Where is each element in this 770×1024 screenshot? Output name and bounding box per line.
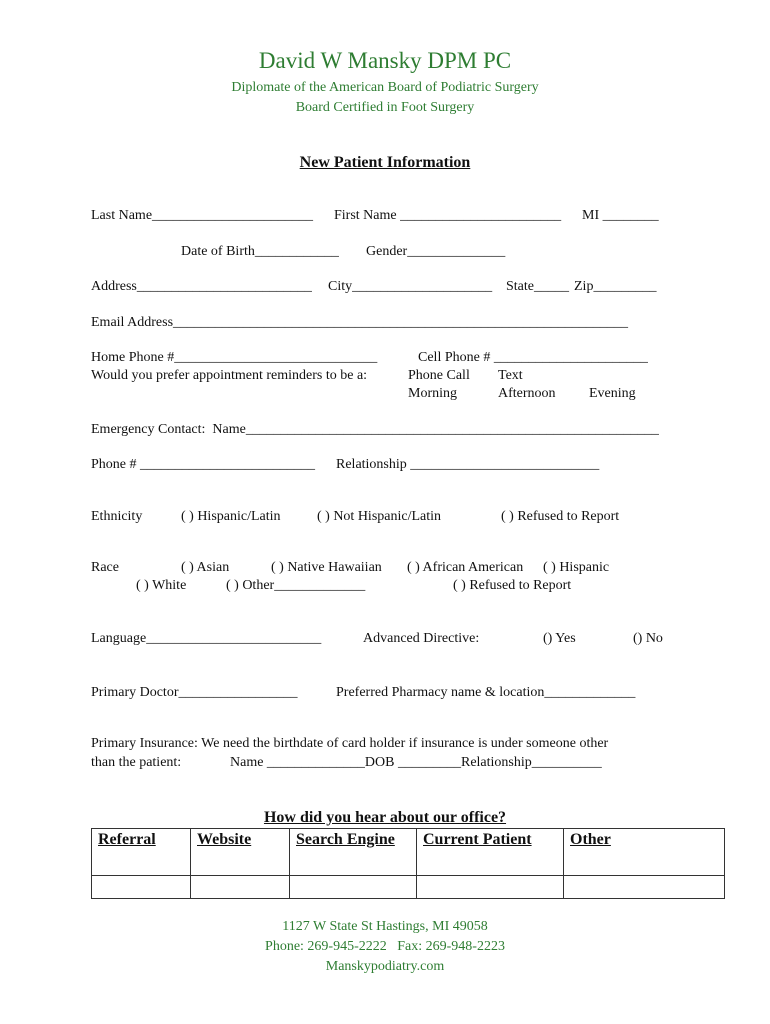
other-column-header: Other bbox=[564, 829, 725, 876]
gender-field[interactable]: Gender______________ bbox=[366, 244, 506, 259]
reminder-text-option[interactable]: Text bbox=[498, 368, 523, 383]
race-hispanic-option[interactable]: ( ) Hispanic bbox=[543, 560, 610, 575]
time-afternoon-option[interactable]: Afternoon bbox=[498, 386, 556, 401]
insurance-holder-fields[interactable]: Name ______________DOB _________Relationship__________ bbox=[230, 755, 602, 770]
reminder-phone-call-option[interactable]: Phone Call bbox=[408, 368, 470, 383]
insurance-note-cont: than the patient: bbox=[91, 755, 182, 770]
practice-name: David W Mansky DPM PC bbox=[258, 48, 512, 73]
relationship-field[interactable]: Relationship ___________________________ bbox=[336, 457, 600, 472]
insurance-note: Primary Insurance: We need the birthdate of card holder if insurance is under someone other bbox=[91, 736, 609, 751]
last-name-field[interactable]: Last Name_______________________ bbox=[91, 208, 314, 223]
middle-initial-field[interactable]: MI ________ bbox=[582, 208, 659, 223]
form-title: New Patient Information bbox=[299, 154, 471, 171]
footer-address: 1127 W State St Hastings, MI 49058 bbox=[282, 919, 488, 934]
website-column-header: Website bbox=[191, 829, 290, 876]
website-cell[interactable] bbox=[191, 876, 290, 899]
other-cell[interactable] bbox=[564, 876, 725, 899]
first-name-field[interactable]: First Name _______________________ bbox=[334, 208, 562, 223]
current-patient-cell[interactable] bbox=[417, 876, 564, 899]
race-hawaiian-option[interactable]: ( ) Native Hawaiian bbox=[271, 560, 382, 575]
race-other-option[interactable]: ( ) Other_____________ bbox=[226, 578, 366, 593]
home-phone-field[interactable]: Home Phone #_____________________________ bbox=[91, 350, 378, 365]
city-field[interactable]: City____________________ bbox=[328, 279, 493, 294]
footer-phones: Phone: 269-945-2222 Fax: 269-948-2223 bbox=[265, 939, 505, 954]
ethnicity-refused-option[interactable]: ( ) Refused to Report bbox=[501, 509, 620, 524]
race-asian-option[interactable]: ( ) Asian bbox=[181, 560, 230, 575]
language-field[interactable]: Language_________________________ bbox=[91, 631, 322, 646]
referral-cell[interactable] bbox=[92, 876, 191, 899]
phone-field[interactable]: Phone # _________________________ bbox=[91, 457, 315, 472]
ethnicity-not-hispanic-option[interactable]: ( ) Not Hispanic/Latin bbox=[317, 509, 442, 524]
advanced-directive-yes-option[interactable]: () Yes bbox=[543, 631, 576, 646]
race-label: Race bbox=[91, 560, 119, 575]
search-engine-column-header: Search Engine bbox=[290, 829, 417, 876]
referral-source-table bbox=[91, 828, 725, 899]
advanced-directive-no-option[interactable]: () No bbox=[633, 631, 663, 646]
address-field[interactable]: Address_________________________ bbox=[91, 279, 312, 294]
emergency-contact-field[interactable]: Emergency Contact: Name___________________________________________________________ bbox=[91, 422, 659, 437]
referral-source-heading: How did you hear about our office? bbox=[263, 809, 507, 826]
search-engine-cell[interactable] bbox=[290, 876, 417, 899]
cell-phone-field[interactable]: Cell Phone # ______________________ bbox=[418, 350, 648, 365]
time-morning-option[interactable]: Morning bbox=[408, 386, 457, 401]
race-white-option[interactable]: ( ) White bbox=[136, 578, 187, 593]
email-field[interactable]: Email Address_________________________________________________________________ bbox=[91, 315, 629, 330]
primary-doctor-field[interactable]: Primary Doctor_________________ bbox=[91, 685, 298, 700]
referral-column-header: Referral bbox=[92, 829, 191, 876]
advanced-directive-label: Advanced Directive: bbox=[363, 631, 480, 646]
footer-website-link[interactable]: Manskypodiatry.com bbox=[325, 959, 445, 974]
dob-field[interactable]: Date of Birth____________ bbox=[181, 244, 339, 259]
current-patient-column-header: Current Patient bbox=[417, 829, 564, 876]
ethnicity-hispanic-option[interactable]: ( ) Hispanic/Latin bbox=[181, 509, 281, 524]
race-refused-option[interactable]: ( ) Refused to Report bbox=[453, 578, 572, 593]
reminder-question: Would you prefer appointment reminders to be a: bbox=[91, 368, 368, 383]
ethnicity-label: Ethnicity bbox=[91, 509, 143, 524]
time-evening-option[interactable]: Evening bbox=[589, 386, 636, 401]
pharmacy-field[interactable]: Preferred Pharmacy name & location_____________ bbox=[336, 685, 636, 700]
diplomate-line: Diplomate of the American Board of Podiatric Surgery bbox=[231, 80, 539, 95]
state-field[interactable]: State_____ bbox=[506, 279, 569, 294]
certification-line: Board Certified in Foot Surgery bbox=[295, 100, 475, 115]
race-african-american-option[interactable]: ( ) African American bbox=[407, 560, 524, 575]
zip-field[interactable]: Zip_________ bbox=[574, 279, 657, 294]
